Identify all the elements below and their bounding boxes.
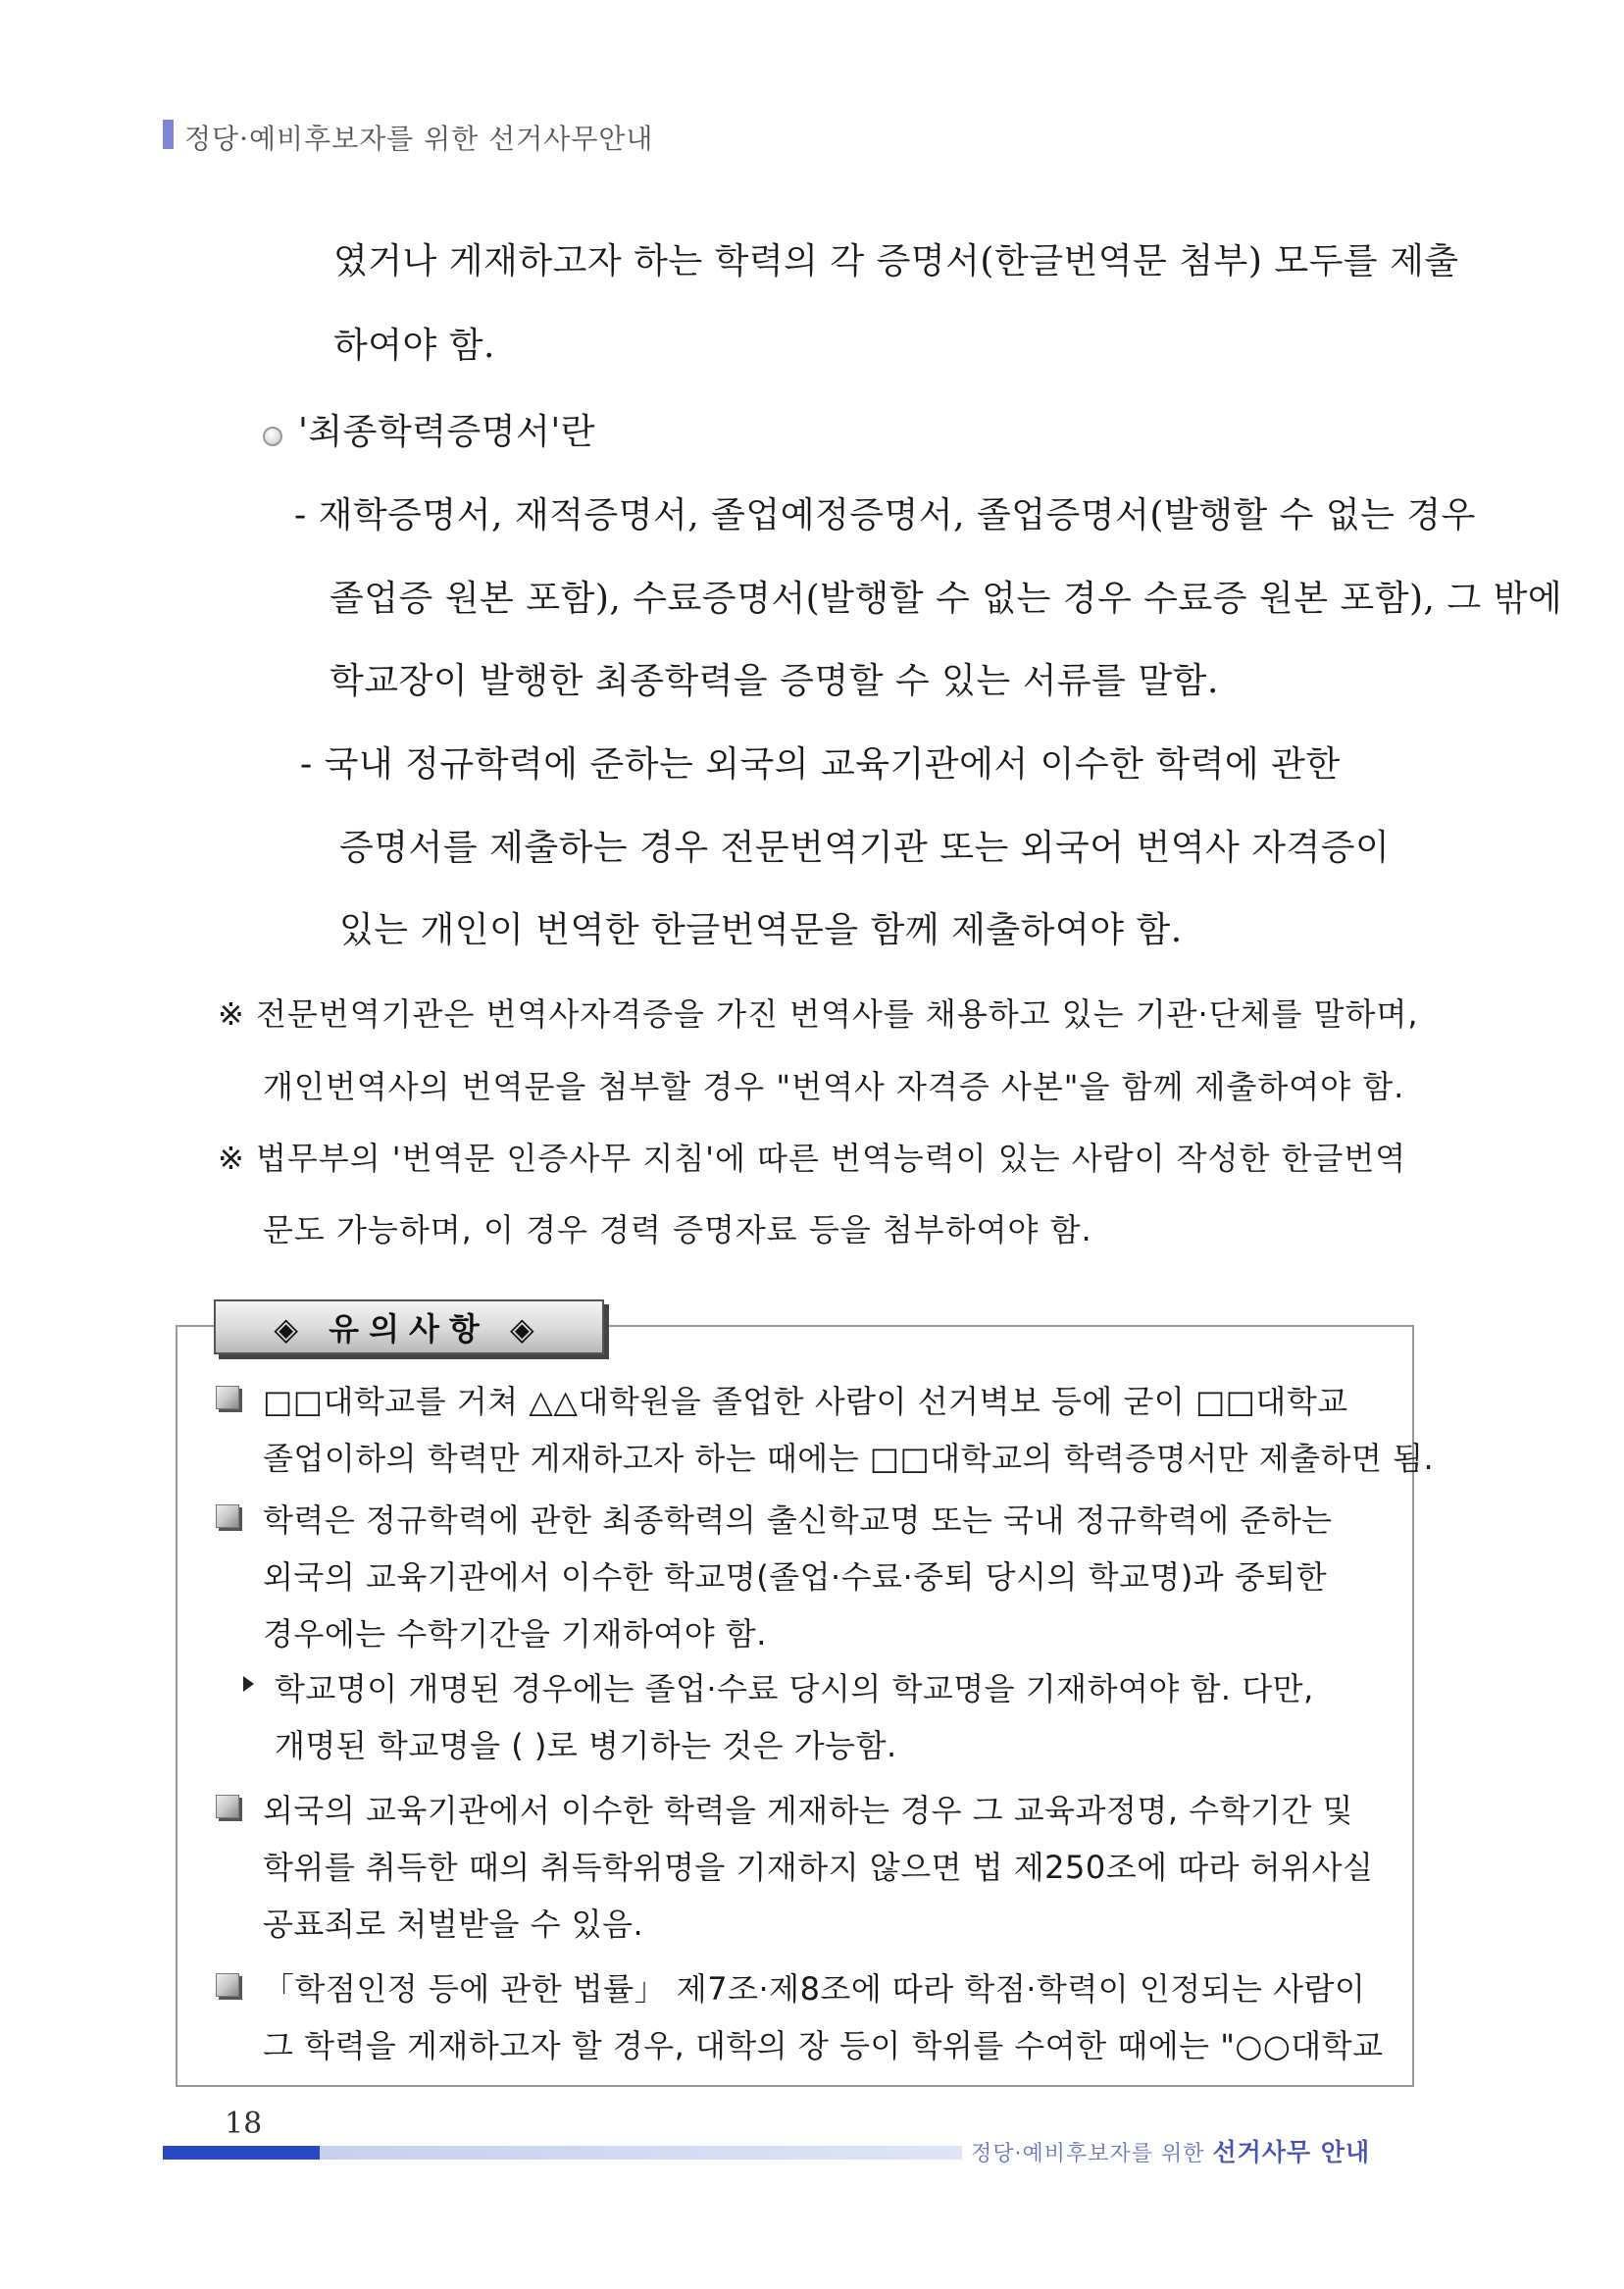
running-footer-title (971, 2133, 1370, 2168)
caution-subitem-line: 개명된 학교명을 ( )로 병기하는 것은 가능함. (275, 1727, 897, 1764)
dash-item-line: - 재학증명서, 재적증명서, 졸업예정증명서, 졸업증명서(발행할 수 없는 경우 (294, 495, 1476, 535)
square-bullet-icon (216, 1504, 239, 1528)
caution-item-line: 공표죄로 처벌받을 수 있음. (263, 1906, 644, 1943)
dash-item-line: 있는 개인이 번역한 한글번역문을 함께 제출하여야 함. (339, 910, 1183, 950)
caution-box-title: ◈ 유의사항 ◈ (214, 1299, 604, 1354)
reference-note-line: ※ 법무부의 '번역문 인증사무 지침'에 따른 번역능력이 있는 사람이 작성한 한글번역 (218, 1140, 1407, 1177)
dash-item-line: 학교장이 발행한 최종학력을 증명할 수 있는 서류를 말함. (330, 661, 1219, 701)
caution-item-line: 외국의 교육기관에서 이수한 학교명(졸업·수료·중퇴 당시의 학교명)과 중퇴한 (263, 1558, 1328, 1596)
caution-item-line: 외국의 교육기관에서 이수한 학력을 게재하는 경우 그 교육과정명, 수학기간 및 (263, 1792, 1353, 1829)
caution-item-line: 경우에는 수학기간을 기재하여야 함. (263, 1615, 767, 1653)
reference-note-line: ※ 전문번역기관은 번역사자격증을 가진 번역사를 채용하고 있는 기관·단체를 말하며, (218, 995, 1419, 1033)
footer-title-prefix: 정당·예비후보자를 위한 (971, 2142, 1205, 2166)
caution-item-line: 학위를 취득한 때의 취득학위명을 기재하지 않으면 법 제250조에 따라 허위사실 (263, 1849, 1374, 1886)
body-continuation-line: 하여야 함. (333, 326, 495, 366)
section-heading: '최종학력증명서'란 (298, 412, 596, 452)
header-accent-bar (163, 120, 174, 149)
body-continuation-line: 였거나 게재하고자 하는 학력의 각 증명서(한글번역문 첨부) 모두를 제출 (333, 241, 1459, 281)
square-bullet-icon (216, 1386, 239, 1409)
caution-item-line: 졸업이하의 학력만 게재하고자 하는 때에는 □□대학교의 학력증명서만 제출하면 됨. (263, 1440, 1435, 1477)
footer-accent-bar-light (320, 2146, 962, 2160)
caution-subitem-line: 학교명이 개명된 경우에는 졸업·수료 당시의 학교명을 기재하여야 함. 다만, (275, 1670, 1314, 1707)
dash-item-line: 졸업증 원본 포함), 수료증명서(발행할 수 없는 경우 수료증 원본 포함), 그 밖에 (330, 579, 1563, 619)
page-number: 18 (225, 2107, 263, 2141)
reference-note-line: 개인번역사의 번역문을 첨부할 경우 "번역사 자격증 사본"을 함께 제출하여야 함. (263, 1068, 1405, 1105)
caution-item-line: 「학점인정 등에 관한 법률」 제7조·제8조에 따라 학점·학력이 인정되는 사람이 (263, 1970, 1366, 2008)
dash-item-line: - 국내 정규학력에 준하는 외국의 교육기관에서 이수한 학력에 관한 (300, 744, 1341, 785)
reference-note-line: 문도 가능하며, 이 경우 경력 증명자료 등을 첨부하여야 함. (263, 1211, 1092, 1248)
dash-item-line: 증명서를 제출하는 경우 전문번역기관 또는 외국어 번역사 자격증이 (339, 828, 1391, 868)
circle-bullet-icon (263, 427, 282, 446)
running-header-title: 정당·예비후보자를 위한 선거사무안내 (184, 123, 654, 155)
triangle-bullet-icon (243, 1676, 254, 1692)
caution-item-line: □□대학교를 거쳐 △△대학원을 졸업한 사람이 선거벽보 등에 굳이 □□대학교 (263, 1383, 1348, 1420)
square-bullet-icon (216, 1973, 239, 1997)
caution-item-line: 그 학력을 게재하고자 할 경우, 대학의 장 등이 학위를 수여한 때에는 "○○대학교 (263, 2027, 1384, 2064)
footer-title-emphasis: 선거사무 안내 (1212, 2138, 1371, 2166)
caution-item-line: 학력은 정규학력에 관한 최종학력의 출신학교명 또는 국내 정규학력에 준하는 (263, 1501, 1333, 1539)
footer-accent-bar (163, 2146, 320, 2160)
square-bullet-icon (216, 1795, 239, 1818)
